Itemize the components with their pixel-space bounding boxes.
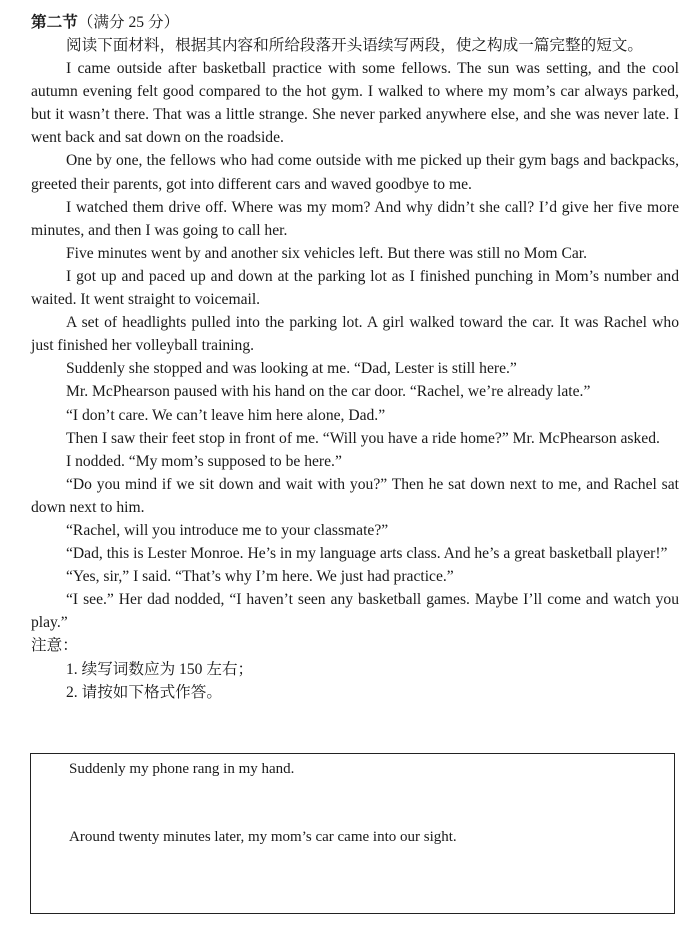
section-score: （满分 25 分） xyxy=(77,14,180,31)
story-paragraph: “I don’t care. We can’t leave him here alone, Dad.” xyxy=(66,406,386,424)
story-paragraph: I nodded. “My mom’s supposed to be here.” xyxy=(66,452,342,470)
story-paragraph: A set of headlights pulled into the parking lot. A girl walked toward the car. It was Rachel who just finished her volleyball training. xyxy=(31,314,679,355)
note-item: 2. 请按如下格式作答。 xyxy=(66,683,222,701)
notes-title: 注意： xyxy=(31,637,78,655)
reading-material xyxy=(31,34,679,704)
story-paragraph: “I see.” Her dad nodded, “I haven’t seen any basketball games. Maybe I’ll come and watch you play.” xyxy=(31,591,679,632)
story-paragraph: “Dad, this is Lester Monroe. He’s in my language arts class. And he’s a great basketball player!” xyxy=(66,545,668,563)
story-paragraph: Then I saw their feet stop in front of me. “Will you have a ride home?” Mr. McPhearson asked. xyxy=(66,429,660,447)
story-paragraph: One by one, the fellows who had come outside with me picked up their gym bags and backpacks, greeted their parents, got into different cars and waved goodbye to me. xyxy=(31,152,679,193)
answer-prompt-first: Suddenly my phone rang in my hand. xyxy=(69,761,295,777)
section-heading xyxy=(31,11,681,34)
story-paragraph: “Rachel, will you introduce me to your classmate?” xyxy=(66,521,389,539)
story-paragraph: Mr. McPhearson paused with his hand on the car door. “Rachel, we’re already late.” xyxy=(66,383,591,401)
answer-prompt-second: Around twenty minutes later, my mom’s car came into our sight. xyxy=(69,829,457,845)
story-paragraph: I watched them drive off. Where was my mom? And why didn’t she call? I’d give her five more minutes, and then I was going to call her. xyxy=(31,198,679,239)
story-paragraph: Five minutes went by and another six vehicles left. But there was still no Mom Car. xyxy=(66,244,588,262)
section-title: 第二节 xyxy=(31,14,78,31)
note-item: 1. 续写词数应为 150 左右； xyxy=(66,660,254,678)
story-paragraph: Suddenly she stopped and was looking at me. “Dad, Lester is still here.” xyxy=(66,360,517,378)
story-paragraph: “Do you mind if we sit down and wait with you?” Then he sat down next to me, and Rachel sat down next to him. xyxy=(31,475,679,516)
instruction-text: 阅读下面材料，根据其内容和所给段落开头语续写两段，使之构成一篇完整的短文。 xyxy=(66,37,643,54)
story-paragraph: “Yes, sir,” I said. “That’s why I’m here. We just had practice.” xyxy=(66,568,454,586)
story-paragraph: I got up and paced up and down at the parking lot as I finished punching in Mom’s number and waited. It went straight to voicemail. xyxy=(31,267,679,309)
story-paragraph: I came outside after basketball practice with some fellows. The sun was setting, and the cool autumn evening felt good compared to the hot gym. I walked to where my mom’s car always parked, but it wasn’t there. That was a little strange. She never parked anywhere else, and she was never late. I went back and sat down on the roadside. xyxy=(31,60,679,147)
answer-box[interactable] xyxy=(30,753,675,914)
